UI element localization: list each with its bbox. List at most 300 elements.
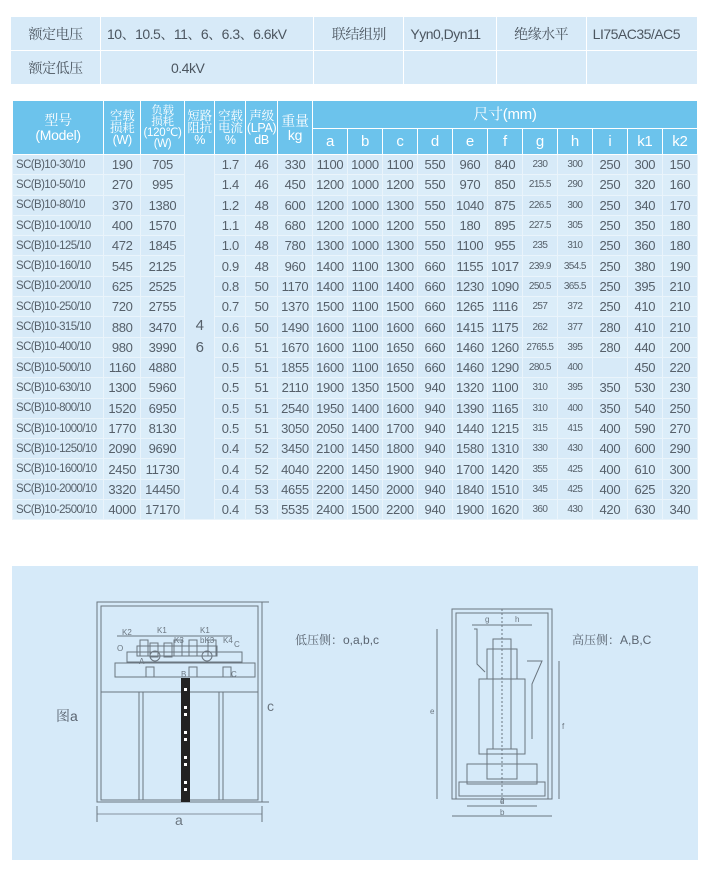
value-cell: 1450 <box>347 439 382 459</box>
value-cell: 660 <box>417 317 452 337</box>
value-cell: 1300 <box>382 195 417 215</box>
value-cell: 4880 <box>141 357 184 377</box>
header-dim-k2: k2 <box>662 129 697 155</box>
header-weight: 重量 kg <box>278 101 313 155</box>
value-cell: 11730 <box>141 459 184 479</box>
value-cell: 660 <box>417 337 452 357</box>
value-cell: 2765.5 <box>522 337 557 357</box>
value-cell: 1100 <box>347 256 382 276</box>
value-cell: 180 <box>452 215 487 235</box>
value-cell: 1100 <box>347 337 382 357</box>
table-row <box>13 337 698 357</box>
value-cell: 980 <box>104 337 141 357</box>
value-cell: 1116 <box>487 297 522 317</box>
bk3-label: bK3 <box>200 636 215 645</box>
value-cell: 1260 <box>487 337 522 357</box>
value-cell: 46 <box>246 155 278 175</box>
value-cell: 1520 <box>104 398 141 418</box>
spec-value: Yyn0,Dyn11 <box>404 17 496 51</box>
value-cell: 550 <box>417 155 452 175</box>
value-cell: 1600 <box>312 317 347 337</box>
model-cell: SC(B)10-125/10 <box>13 236 104 256</box>
value-cell: 2050 <box>312 418 347 438</box>
value-cell: 250 <box>592 236 627 256</box>
table-row <box>13 195 698 215</box>
model-cell: SC(B)10-30/10 <box>13 155 104 175</box>
value-cell: 400 <box>557 398 592 418</box>
f-label: f <box>562 722 565 731</box>
value-cell: 1160 <box>104 357 141 377</box>
value-cell: 1215 <box>487 418 522 438</box>
value-cell: 355 <box>522 459 557 479</box>
value-cell: 625 <box>627 479 662 499</box>
value-cell: 1460 <box>452 357 487 377</box>
value-cell: 850 <box>487 175 522 195</box>
model-cell: SC(B)10-1600/10 <box>13 459 104 479</box>
value-cell: 0.6 <box>215 317 246 337</box>
value-cell: 1700 <box>452 459 487 479</box>
k3-label: K3 <box>174 636 184 645</box>
value-cell: 1300 <box>382 256 417 276</box>
model-cell: SC(B)10-2500/10 <box>13 500 104 520</box>
model-cell: SC(B)10-200/10 <box>13 276 104 296</box>
e-label: e <box>430 707 435 716</box>
spec-label: 联结组别 <box>314 17 404 51</box>
value-cell: 3470 <box>141 317 184 337</box>
value-cell: 1200 <box>312 175 347 195</box>
figure-label: 图a <box>56 708 78 724</box>
table-row <box>13 418 698 438</box>
rated-spec-table <box>10 16 698 85</box>
value-cell: 280 <box>592 337 627 357</box>
value-cell: 170 <box>662 195 697 215</box>
value-cell: 180 <box>662 215 697 235</box>
value-cell: 1100 <box>347 357 382 377</box>
value-cell: 280 <box>592 317 627 337</box>
value-cell: 1900 <box>452 500 487 520</box>
value-cell: 377 <box>557 317 592 337</box>
value-cell: 1500 <box>347 500 382 520</box>
value-cell: 425 <box>557 479 592 499</box>
value-cell: 660 <box>417 297 452 317</box>
value-cell: 257 <box>522 297 557 317</box>
value-cell: 300 <box>662 459 697 479</box>
header-dim-i: i <box>592 129 627 155</box>
value-cell: 1100 <box>347 276 382 296</box>
value-cell: 51 <box>246 357 278 377</box>
value-cell: 5535 <box>278 500 313 520</box>
header-dim-d: d <box>417 129 452 155</box>
header-dimensions: 尺寸(mm) <box>312 101 697 129</box>
value-cell: 210 <box>662 317 697 337</box>
value-cell: 17170 <box>141 500 184 520</box>
spec-label: 额定电压 <box>11 17 101 51</box>
value-cell: 52 <box>246 459 278 479</box>
value-cell: 370 <box>104 195 141 215</box>
value-cell: 420 <box>592 500 627 520</box>
value-cell: 310 <box>557 236 592 256</box>
value-cell: 2450 <box>104 459 141 479</box>
table-row <box>13 276 698 296</box>
value-cell: 960 <box>278 256 313 276</box>
value-cell: 940 <box>417 398 452 418</box>
value-cell: 0.5 <box>215 418 246 438</box>
value-cell: 0.4 <box>215 459 246 479</box>
value-cell: 1.1 <box>215 215 246 235</box>
value-cell: 3320 <box>104 479 141 499</box>
model-cell: SC(B)10-400/10 <box>13 337 104 357</box>
value-cell: 200 <box>662 337 697 357</box>
value-cell: 1100 <box>452 236 487 256</box>
value-cell: 2000 <box>382 479 417 499</box>
value-cell: 0.5 <box>215 357 246 377</box>
header-noise: 声级 (LPA) dB <box>246 101 278 155</box>
value-cell: 4040 <box>278 459 313 479</box>
model-cell: SC(B)10-160/10 <box>13 256 104 276</box>
value-cell: 1600 <box>382 317 417 337</box>
table-row <box>13 175 698 195</box>
value-cell: 625 <box>104 276 141 296</box>
value-cell: 48 <box>246 215 278 235</box>
header-dim-b: b <box>347 129 382 155</box>
value-cell: 1420 <box>487 459 522 479</box>
value-cell: 0.6 <box>215 337 246 357</box>
header-dim-k1: k1 <box>627 129 662 155</box>
value-cell: 0.7 <box>215 297 246 317</box>
model-cell: SC(B)10-1250/10 <box>13 439 104 459</box>
spec-value <box>586 51 697 85</box>
spec-value: 10、10.5、11、6、6.3、6.6kV <box>101 17 314 51</box>
spec-label <box>496 51 586 85</box>
value-cell: 270 <box>104 175 141 195</box>
value-cell: 1300 <box>104 378 141 398</box>
value-cell: 970 <box>452 175 487 195</box>
value-cell: 220 <box>662 357 697 377</box>
value-cell: 410 <box>627 297 662 317</box>
value-cell: 300 <box>627 155 662 175</box>
value-cell: 940 <box>417 459 452 479</box>
value-cell: 235 <box>522 236 557 256</box>
value-cell: 780 <box>278 236 313 256</box>
value-cell: 1650 <box>382 357 417 377</box>
value-cell: 0.4 <box>215 479 246 499</box>
value-cell: 1460 <box>452 337 487 357</box>
value-cell <box>592 357 627 377</box>
model-cell: SC(B)10-1000/10 <box>13 418 104 438</box>
value-cell: 1950 <box>312 398 347 418</box>
value-cell: 400 <box>592 479 627 499</box>
value-cell: 345 <box>522 479 557 499</box>
value-cell: 53 <box>246 479 278 499</box>
value-cell: 1570 <box>141 215 184 235</box>
value-cell: 1400 <box>347 418 382 438</box>
spec-row <box>11 51 698 85</box>
model-cell: SC(B)10-2000/10 <box>13 479 104 499</box>
value-cell: 1770 <box>104 418 141 438</box>
value-cell: 3450 <box>278 439 313 459</box>
header-dim-a: a <box>312 129 347 155</box>
value-cell: 1017 <box>487 256 522 276</box>
value-cell: 1500 <box>312 297 347 317</box>
value-cell: 380 <box>627 256 662 276</box>
value-cell: 630 <box>627 500 662 520</box>
value-cell: 230 <box>522 155 557 175</box>
value-cell: 227.5 <box>522 215 557 235</box>
value-cell: 365.5 <box>557 276 592 296</box>
value-cell: 0.4 <box>215 500 246 520</box>
value-cell: 51 <box>246 337 278 357</box>
value-cell: 430 <box>557 500 592 520</box>
value-cell: 395 <box>557 378 592 398</box>
front-view-drawing <box>82 596 302 836</box>
value-cell: 1200 <box>382 175 417 195</box>
header-dim-e: e <box>452 129 487 155</box>
value-cell: 1040 <box>452 195 487 215</box>
value-cell: 1090 <box>487 276 522 296</box>
value-cell: 1100 <box>487 378 522 398</box>
value-cell: 239.9 <box>522 256 557 276</box>
value-cell: 250 <box>592 175 627 195</box>
value-cell: 840 <box>487 155 522 175</box>
value-cell: 300 <box>557 155 592 175</box>
value-cell: 1855 <box>278 357 313 377</box>
value-cell: 940 <box>417 418 452 438</box>
dimension-a-label: a <box>175 812 183 828</box>
value-cell: 940 <box>417 378 452 398</box>
value-cell: 660 <box>417 357 452 377</box>
A-terminal-label: A <box>139 657 145 666</box>
model-cell: SC(B)10-250/10 <box>13 297 104 317</box>
value-cell: 1200 <box>312 195 347 215</box>
value-cell: 1600 <box>312 337 347 357</box>
value-cell: 46 <box>246 175 278 195</box>
value-cell: 880 <box>104 317 141 337</box>
value-cell: 955 <box>487 236 522 256</box>
value-cell: 430 <box>557 439 592 459</box>
value-cell: 2525 <box>141 276 184 296</box>
o-terminal-label: O <box>117 644 124 653</box>
value-cell: 160 <box>662 175 697 195</box>
value-cell: 1450 <box>347 459 382 479</box>
B-terminal-label: B <box>181 670 187 679</box>
model-cell: SC(B)10-315/10 <box>13 317 104 337</box>
d-label: d <box>500 797 505 806</box>
value-cell: 51 <box>246 378 278 398</box>
value-cell: 1620 <box>487 500 522 520</box>
value-cell: 290 <box>662 439 697 459</box>
value-cell: 2200 <box>312 479 347 499</box>
value-cell: 1650 <box>382 337 417 357</box>
value-cell: 940 <box>417 500 452 520</box>
spec-value: 0.4kV <box>101 51 314 85</box>
value-cell: 400 <box>104 215 141 235</box>
value-cell: 1380 <box>141 195 184 215</box>
value-cell: 2090 <box>104 439 141 459</box>
value-cell: 250.5 <box>522 276 557 296</box>
value-cell: 330 <box>278 155 313 175</box>
value-cell: 1800 <box>382 439 417 459</box>
k4-label: K4 <box>223 636 233 645</box>
header-dim-g: g <box>522 129 557 155</box>
value-cell: 340 <box>662 500 697 520</box>
low-voltage-caption: 低压侧：o,a,b,c <box>295 633 380 647</box>
value-cell: 1400 <box>347 398 382 418</box>
transformer-parameter-table <box>12 100 698 520</box>
value-cell: 1510 <box>487 479 522 499</box>
table-row <box>13 479 698 499</box>
spec-value: LI75AC35/AC5 <box>586 17 697 51</box>
value-cell: 1400 <box>382 276 417 296</box>
value-cell: 180 <box>662 236 697 256</box>
model-cell: SC(B)10-800/10 <box>13 398 104 418</box>
value-cell: 290 <box>557 175 592 195</box>
value-cell: 250 <box>592 155 627 175</box>
value-cell: 150 <box>662 155 697 175</box>
value-cell: 51 <box>246 418 278 438</box>
value-cell: 1580 <box>452 439 487 459</box>
value-cell: 610 <box>627 459 662 479</box>
value-cell: 1600 <box>382 398 417 418</box>
value-cell: 350 <box>592 378 627 398</box>
table-row <box>13 500 698 520</box>
value-cell: 1290 <box>487 357 522 377</box>
c-low-terminal-label: C <box>234 640 240 649</box>
k2-label: K2 <box>122 628 132 637</box>
value-cell: 250 <box>662 398 697 418</box>
header-load-loss: 负载 损耗 (120℃) (W) <box>141 101 184 155</box>
value-cell: 1500 <box>382 378 417 398</box>
value-cell: 1155 <box>452 256 487 276</box>
k1-label-left: K1 <box>157 626 167 635</box>
value-cell: 1900 <box>312 378 347 398</box>
value-cell: 2755 <box>141 297 184 317</box>
value-cell: 0.9 <box>215 256 246 276</box>
value-cell: 410 <box>627 317 662 337</box>
value-cell: 400 <box>592 459 627 479</box>
value-cell: 50 <box>246 317 278 337</box>
value-cell: 425 <box>557 459 592 479</box>
spec-value <box>404 51 496 85</box>
table-row <box>13 317 698 337</box>
value-cell: 1.2 <box>215 195 246 215</box>
value-cell: 2110 <box>278 378 313 398</box>
value-cell: 4655 <box>278 479 313 499</box>
value-cell: 310 <box>522 378 557 398</box>
value-cell: 1.7 <box>215 155 246 175</box>
value-cell: 0.5 <box>215 398 246 418</box>
value-cell: 590 <box>627 418 662 438</box>
table-row <box>13 439 698 459</box>
value-cell: 2125 <box>141 256 184 276</box>
value-cell: 660 <box>417 276 452 296</box>
value-cell: 300 <box>557 195 592 215</box>
value-cell: 320 <box>627 175 662 195</box>
value-cell: 995 <box>141 175 184 195</box>
value-cell: 1400 <box>312 256 347 276</box>
value-cell: 250 <box>592 297 627 317</box>
value-cell: 1100 <box>347 317 382 337</box>
value-cell: 250 <box>592 195 627 215</box>
value-cell: 1600 <box>312 357 347 377</box>
value-cell: 680 <box>278 215 313 235</box>
value-cell: 262 <box>522 317 557 337</box>
value-cell: 210 <box>662 276 697 296</box>
value-cell: 1310 <box>487 439 522 459</box>
value-cell: 51 <box>246 398 278 418</box>
value-cell: 1000 <box>347 175 382 195</box>
value-cell: 190 <box>662 256 697 276</box>
h-label: h <box>515 615 520 624</box>
value-cell: 415 <box>557 418 592 438</box>
header-dim-f: f <box>487 129 522 155</box>
value-cell: 280.5 <box>522 357 557 377</box>
table-row <box>13 155 698 175</box>
value-cell: 1400 <box>312 276 347 296</box>
value-cell: 1450 <box>347 479 382 499</box>
value-cell: 5960 <box>141 378 184 398</box>
value-cell: 1000 <box>347 195 382 215</box>
value-cell: 2100 <box>312 439 347 459</box>
value-cell: 1000 <box>347 155 382 175</box>
spec-label: 绝缘水平 <box>496 17 586 51</box>
value-cell: 400 <box>592 418 627 438</box>
b-label: b <box>500 808 505 817</box>
value-cell: 600 <box>278 195 313 215</box>
value-cell: 50 <box>246 297 278 317</box>
value-cell: 230 <box>662 378 697 398</box>
value-cell: 1320 <box>452 378 487 398</box>
value-cell: 1415 <box>452 317 487 337</box>
value-cell: 250 <box>592 215 627 235</box>
value-cell: 1175 <box>487 317 522 337</box>
value-cell: 1670 <box>278 337 313 357</box>
model-cell: SC(B)10-80/10 <box>13 195 104 215</box>
value-cell: 1265 <box>452 297 487 317</box>
C-terminal-label: C <box>231 670 237 679</box>
table-row <box>13 357 698 377</box>
value-cell: 1700 <box>382 418 417 438</box>
header-no-load-loss: 空载 损耗 (W) <box>104 101 141 155</box>
value-cell: 1165 <box>487 398 522 418</box>
value-cell: 2200 <box>382 500 417 520</box>
model-cell: SC(B)10-500/10 <box>13 357 104 377</box>
value-cell: 660 <box>417 256 452 276</box>
header-dim-c: c <box>382 129 417 155</box>
model-cell: SC(B)10-630/10 <box>13 378 104 398</box>
table-row <box>13 236 698 256</box>
value-cell: 350 <box>592 398 627 418</box>
value-cell: 48 <box>246 256 278 276</box>
value-cell: 3050 <box>278 418 313 438</box>
value-cell: 1300 <box>312 236 347 256</box>
value-cell: 320 <box>662 479 697 499</box>
value-cell: 400 <box>592 439 627 459</box>
spec-label <box>314 51 404 85</box>
value-cell: 330 <box>522 439 557 459</box>
value-cell: 1.0 <box>215 236 246 256</box>
value-cell: 8130 <box>141 418 184 438</box>
value-cell: 14450 <box>141 479 184 499</box>
value-cell: 372 <box>557 297 592 317</box>
value-cell: 0.8 <box>215 276 246 296</box>
table-row <box>13 378 698 398</box>
value-cell: 530 <box>627 378 662 398</box>
value-cell: 2200 <box>312 459 347 479</box>
value-cell: 1100 <box>347 297 382 317</box>
value-cell: 1170 <box>278 276 313 296</box>
high-voltage-caption: 高压侧：A,B,C <box>572 633 652 647</box>
table-row <box>13 297 698 317</box>
